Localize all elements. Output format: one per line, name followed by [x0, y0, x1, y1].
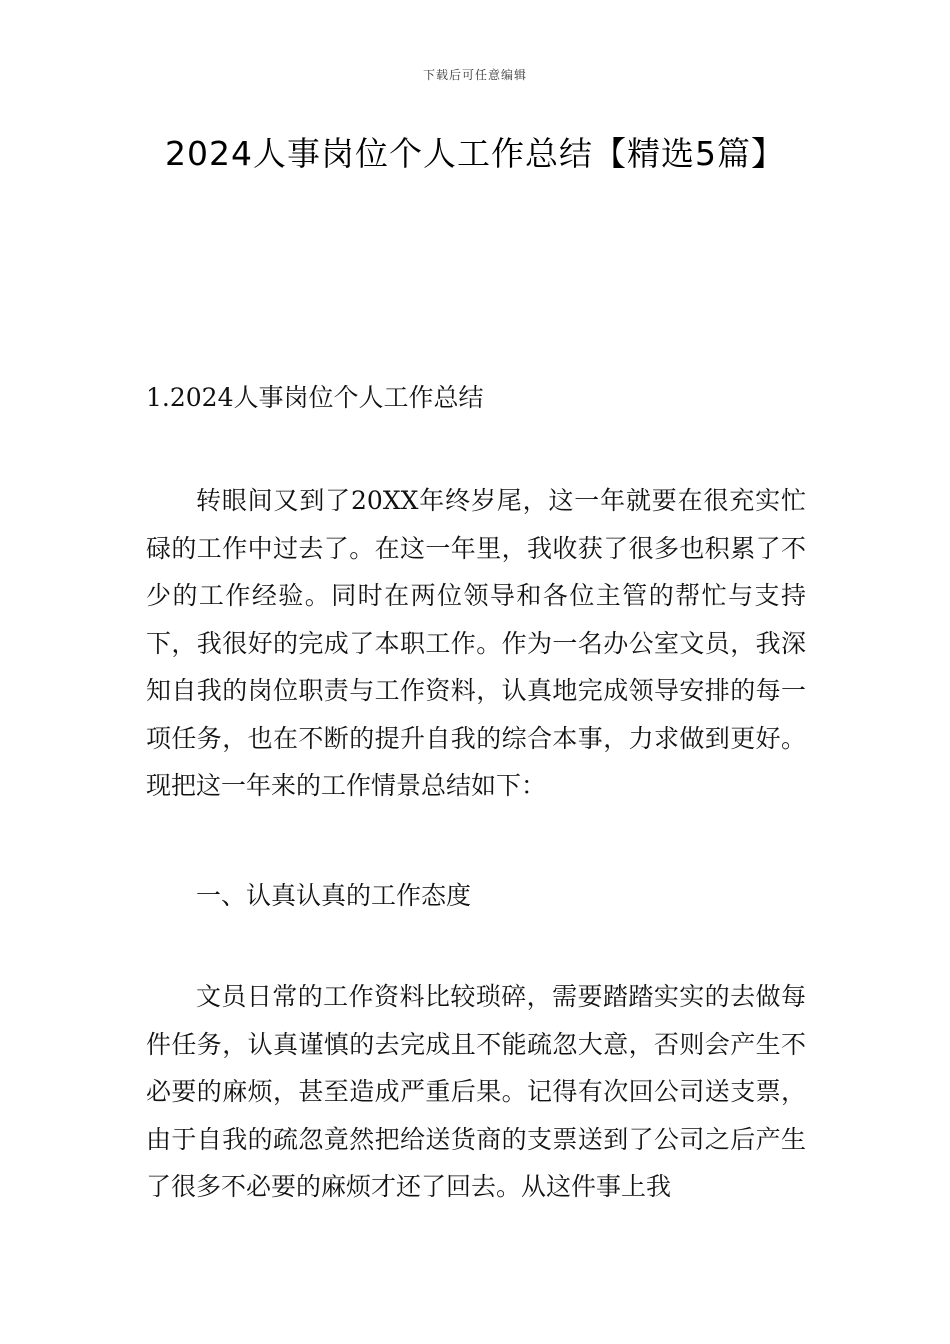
body-paragraph-2: 文员日常的工作资料比较琐碎，需要踏踏实实的去做每件任务，认真谨慎的去完成且不能疏忽大意，否则会产生不必要的麻烦，甚至造成严重后果。记得有次回公司送支票，由于自我的疏忽竟然把给送货商的支票送到了公司之后产生了很多不必要的麻烦才还了回去。从这件事上我: [146, 982, 806, 1201]
sub-heading-1: 一、认真认真的工作态度: [196, 881, 472, 910]
page-header-note: 下载后可任意编辑: [422, 68, 527, 82]
body-paragraph-1: 转眼间又到了20XX年终岁尾，这一年就要在很充实忙碌的工作中过去了。在这一年里，我收获了很多也积累了不少的工作经验。同时在两位领导和各位主管的帮忙与支持下，我很好的完成了本职工作。作为一名办公室文员，我深知自我的岗位职责与工作资料，认真地完成领导安排的每一项任务，也在不断的提升自我的综合本事，力求做到更好。现把这一年来的工作情景总结如下：: [146, 486, 806, 800]
section-heading: 1.2024人事岗位个人工作总结: [146, 383, 484, 412]
document-title: 2024人事岗位个人工作总结【精选5篇】: [165, 134, 785, 173]
